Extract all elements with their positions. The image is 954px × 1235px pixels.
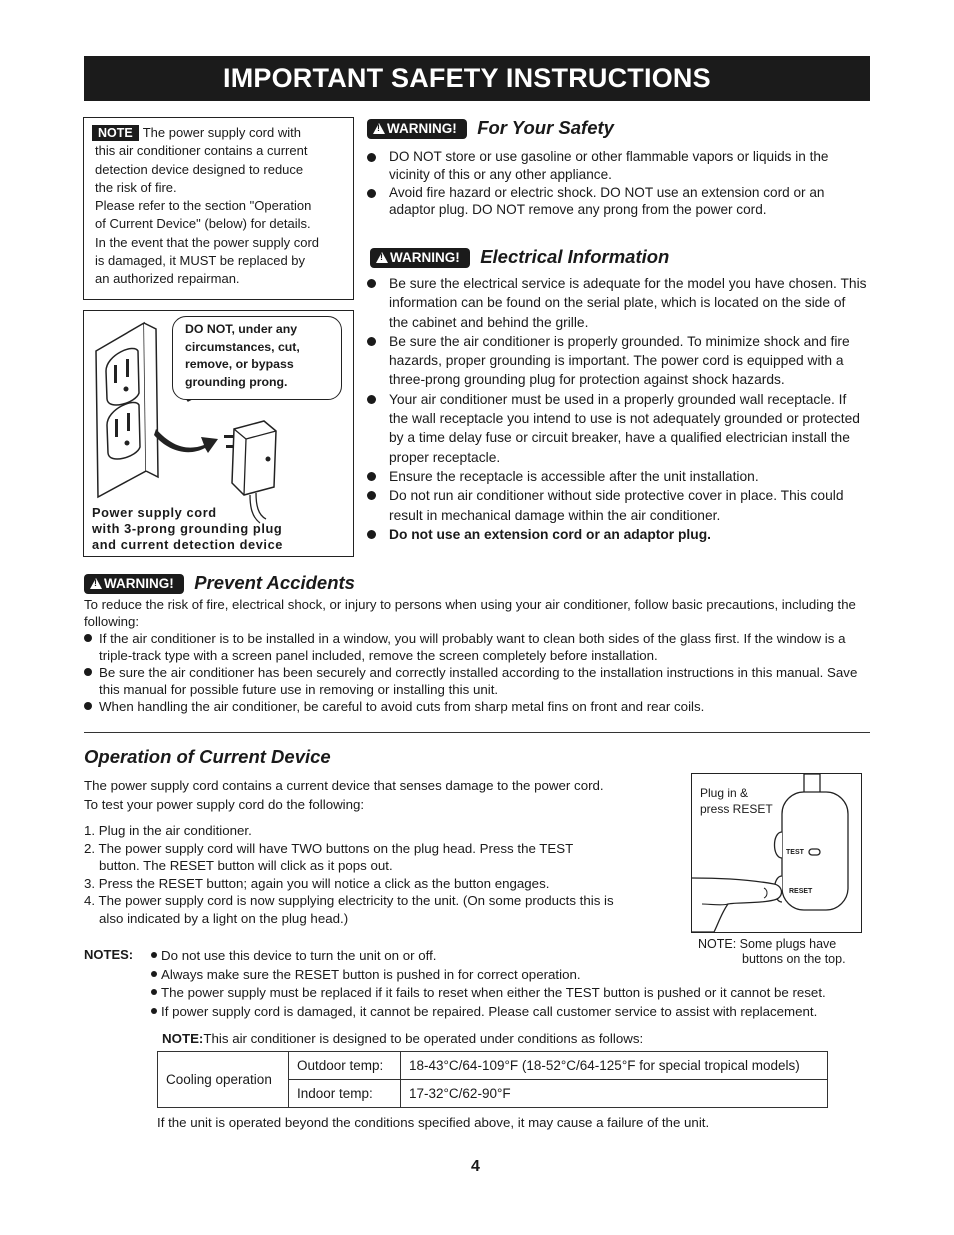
table-cell: 18-43°C/64-109°F (18-52°C/64-125°F for special tropical models) [401,1052,828,1080]
list-item: The power supply must be replaced if it fails to reset when either the TEST button is pushed or it cannot be reset. [151,984,871,1003]
note-line: is damaged, it MUST be replaced by [95,253,306,269]
notes-label: NOTES: [84,947,134,962]
notes-list [151,947,871,1021]
note-tag: NOTE [92,125,139,141]
list-item: DO NOT store or use gasoline or other flammable vapors or liquids in the vicinity of this or any other appliance. [367,148,867,184]
note-line: The power supply cord with [142,125,301,140]
note-line: the risk of fire. [95,179,177,195]
conditions-note: NOTE:This air conditioner is designed to be operated under conditions as follows: [162,1031,644,1046]
step-item: 3. Press the RESET button; again you will notice a click as the button engages. [84,875,550,891]
note-line: this air conditioner contains a current [95,143,308,159]
section-heading-operation: Operation of Current Device [84,746,331,767]
reset-plug-figure [691,773,862,933]
table-cell: 17-32°C/62-90°F [401,1080,828,1108]
note-line: In the event that the power supply cord [95,234,320,250]
list-item: Be sure the air conditioner has been securely and correctly installed according to the installation instructions in this manual. Save this manual for possible future use in removing or installing this unit. [84,664,870,698]
note-line: of Current Device" (below) for details. [95,216,311,232]
page-title: IMPORTANT SAFETY INSTRUCTIONS [84,56,870,101]
bullet-list [367,148,867,219]
figure-label: press RESET [700,802,773,816]
table-cell: Indoor temp: [289,1080,401,1108]
warning-triangle-icon [376,252,388,263]
step-item: 2. The power supply cord will have TWO buttons on the plug head. Press the TEST button. The RESET button will click as it pops out. [84,840,574,874]
plug-illustration [692,774,861,932]
warning-triangle-icon [90,578,102,589]
list-item: Do not use this device to turn the unit on or off. [151,947,871,966]
warning-triangle-icon [373,123,385,134]
table-cell: Outdoor temp: [289,1052,401,1080]
note-line: Please refer to the section "Operation [95,198,312,214]
grounding-plug-figure [83,310,354,557]
list-item: Be sure the electrical service is adequate for the model you have chosen. This information can be found on the serial plate, which is located on the side of the cabinet and behind the grille. [367,274,867,332]
section-heading: Electrical Information [480,246,670,267]
step-item: 4. The power supply cord is now supplying electricity to the unit. (On some products this is also indicated by a light on the plug head.) [84,893,614,926]
reset-button-label: RESET [789,888,813,895]
table-row [158,1052,828,1080]
note-line: detection device designed to reduce [95,161,304,177]
test-button-label: TEST [786,849,804,856]
intro-text: To reduce the risk of fire, electrical shock, or injury to persons when using your air conditioner, follow basic precautions, including the following: [84,597,856,629]
page-number: 4 [471,1158,480,1175]
operation-steps [84,822,614,928]
section-heading: Prevent Accidents [194,572,355,593]
section-electrical-information [367,245,867,544]
list-item: Ensure the receptacle is accessible after the unit installation. [367,467,867,486]
section-for-your-safety [367,116,867,219]
note-box [83,117,354,300]
list-item: Your air conditioner must be used in a properly grounded wall receptacle. If the wall receptacle you intend to use is not adequately grounded or protected by a time delay fuse or circuit breaker, have a qualified electrician install the proper receptacle. [367,390,867,467]
warning-badge: !WARNING! [370,248,470,268]
list-item: If power supply cord is damaged, it cannot be repaired. Please call customer service to assist with replacement. [151,1003,871,1022]
figure-label: Plug in & [700,786,749,800]
bullet-list [84,630,870,715]
conditions-table [157,1051,828,1108]
bullet-list [367,274,867,544]
step-item: 1. Plug in the air conditioner. [84,823,252,838]
list-item: Always make sure the RESET button is pushed in for correct operation. [151,966,871,985]
list-item: Be sure the air conditioner is properly grounded. To minimize shock and fire hazards, proper grounding is important. The power cord is equipped with a three-prong grounding plug for protection against shock hazards. [367,332,867,390]
list-item: When handling the air conditioner, be careful to avoid cuts from sharp metal fins on front and rear coils. [84,698,870,715]
footer-text: If the unit is operated beyond the conditions specified above, it may cause a failure of the unit. [157,1115,710,1130]
plug-note: NOTE: Some plugs have buttons on the top. [698,937,846,966]
table-cell: Cooling operation [158,1052,289,1108]
list-item: Do not run air conditioner without side protective cover in place. This could result in mechanical damage within the air conditioner. [367,486,867,525]
warning-badge: !WARNING! [84,574,184,594]
divider [84,732,870,733]
warning-badge: !WARNING! [367,119,467,139]
list-item: Do not use an extension cord or an adaptor plug. [367,525,867,544]
warning-bubble: DO NOT, under any circumstances, cut, remove, or bypass grounding prong. [172,316,342,400]
section-heading: For Your Safety [477,117,614,138]
note-line: an authorized repairman. [95,271,240,287]
list-item: Avoid fire hazard or electric shock. DO NOT use an extension cord or an adaptor plug. DO NOT remove any prong from the power cord. [367,184,867,220]
operation-intro: The power supply cord contains a current device that senses damage to the power cord. To test your power supply cord do the following: [84,778,604,812]
figure-caption: Power supply cord with 3-prong grounding plug and current detection device [92,505,284,552]
list-item: If the air conditioner is to be installed in a window, you will probably want to clean both sides of the glass first. If the window is a triple-track type with a screen panel included, remove the screen completely before installation. [84,630,870,664]
section-prevent-accidents [84,571,870,715]
